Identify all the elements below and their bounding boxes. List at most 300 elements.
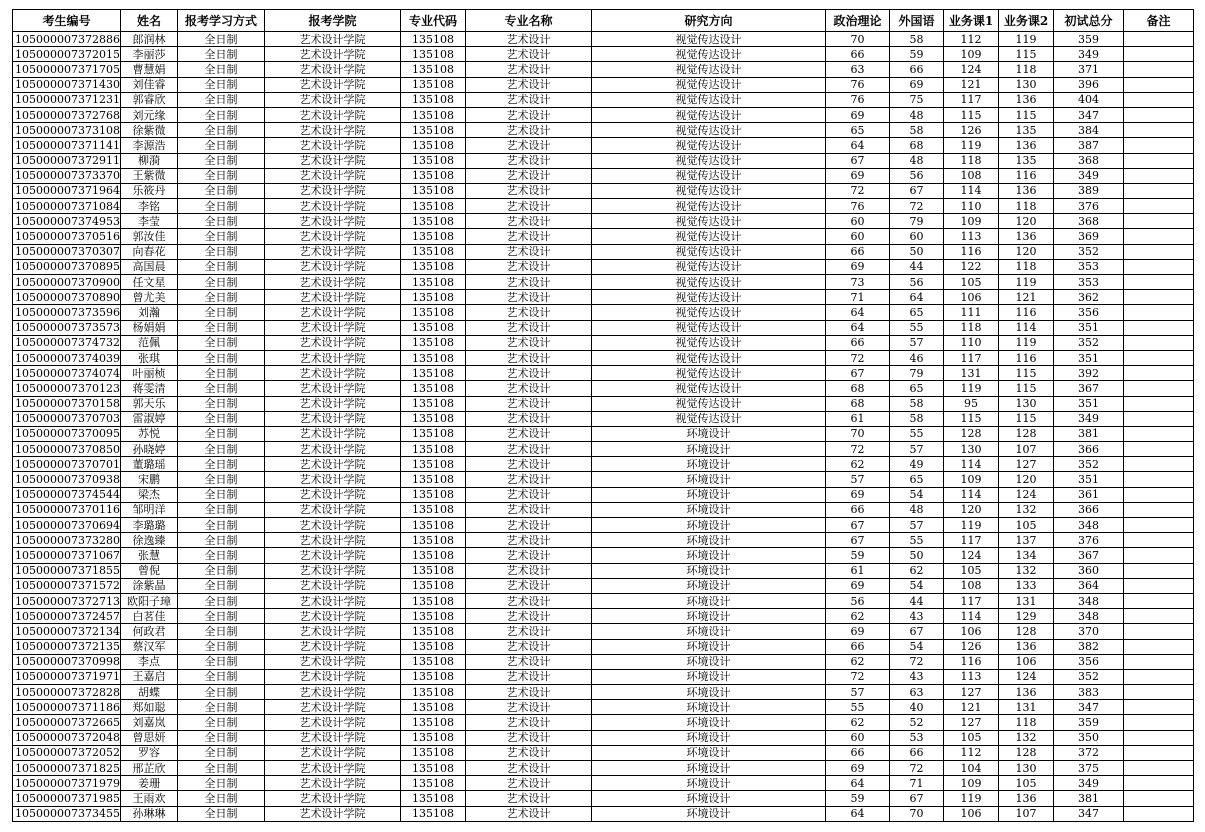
header-name: 姓名 (121, 10, 178, 32)
cell-major-name: 艺术设计 (466, 396, 592, 411)
cell-study-mode: 全日制 (178, 183, 265, 198)
cell-total-score: 349 (1054, 168, 1124, 183)
cell-name: 蒋雯清 (121, 381, 178, 396)
header-student-id: 考生编号 (13, 10, 121, 32)
cell-course-2: 115 (999, 107, 1054, 122)
cell-major-name: 艺术设计 (466, 366, 592, 381)
cell-study-mode: 全日制 (178, 305, 265, 320)
cell-major-code: 135108 (401, 199, 466, 214)
table-row (13, 168, 1194, 183)
cell-major-name: 艺术设计 (466, 305, 592, 320)
table-row (13, 624, 1194, 639)
cell-politics: 55 (826, 700, 890, 715)
cell-politics: 66 (826, 244, 890, 259)
cell-major-name: 艺术设计 (466, 715, 592, 730)
cell-course-1: 121 (944, 700, 999, 715)
cell-politics: 59 (826, 791, 890, 806)
cell-remarks (1124, 669, 1194, 684)
cell-major-code: 135108 (401, 685, 466, 700)
cell-student-id: 105000007373370 (13, 168, 121, 183)
cell-total-score: 383 (1054, 685, 1124, 700)
cell-major-code: 135108 (401, 639, 466, 654)
cell-major-code: 135108 (401, 457, 466, 472)
cell-study-mode: 全日制 (178, 761, 265, 776)
cell-name: 郭天乐 (121, 396, 178, 411)
cell-major-name: 艺术设计 (466, 472, 592, 487)
cell-course-2: 105 (999, 518, 1054, 533)
cell-total-score: 347 (1054, 107, 1124, 122)
cell-name: 徐逸臻 (121, 533, 178, 548)
cell-research-direction: 视觉传达设计 (592, 229, 826, 244)
cell-total-score: 367 (1054, 548, 1124, 563)
cell-study-mode: 全日制 (178, 214, 265, 229)
cell-remarks (1124, 77, 1194, 92)
cell-major-name: 艺术设计 (466, 32, 592, 47)
cell-research-direction: 视觉传达设计 (592, 335, 826, 350)
cell-major-name: 艺术设计 (466, 578, 592, 593)
cell-foreign-language: 43 (890, 669, 944, 684)
cell-remarks (1124, 199, 1194, 214)
cell-remarks (1124, 411, 1194, 426)
cell-research-direction: 环境设计 (592, 776, 826, 791)
cell-total-score: 352 (1054, 457, 1124, 472)
cell-total-score: 392 (1054, 366, 1124, 381)
cell-politics: 62 (826, 457, 890, 472)
cell-remarks (1124, 335, 1194, 350)
cell-course-2: 119 (999, 275, 1054, 290)
cell-total-score: 364 (1054, 578, 1124, 593)
cell-research-direction: 环境设计 (592, 806, 826, 821)
cell-course-2: 115 (999, 411, 1054, 426)
cell-college: 艺术设计学院 (265, 578, 401, 593)
cell-major-code: 135108 (401, 548, 466, 563)
cell-name: 郭睿欣 (121, 92, 178, 107)
cell-study-mode: 全日制 (178, 730, 265, 745)
cell-course-2: 136 (999, 183, 1054, 198)
cell-foreign-language: 66 (890, 745, 944, 760)
cell-major-code: 135108 (401, 92, 466, 107)
cell-major-code: 135108 (401, 259, 466, 274)
cell-major-name: 艺术设计 (466, 183, 592, 198)
cell-college: 艺术设计学院 (265, 639, 401, 654)
cell-politics: 64 (826, 138, 890, 153)
cell-remarks (1124, 107, 1194, 122)
cell-study-mode: 全日制 (178, 199, 265, 214)
cell-remarks (1124, 700, 1194, 715)
cell-research-direction: 视觉传达设计 (592, 350, 826, 365)
cell-course-2: 130 (999, 761, 1054, 776)
cell-research-direction: 视觉传达设计 (592, 32, 826, 47)
cell-student-id: 105000007371825 (13, 761, 121, 776)
score-sheet (12, 9, 1194, 822)
cell-college: 艺术设计学院 (265, 32, 401, 47)
table-row (13, 335, 1194, 350)
cell-course-1: 110 (944, 199, 999, 214)
cell-foreign-language: 63 (890, 685, 944, 700)
cell-course-2: 120 (999, 214, 1054, 229)
cell-course-1: 106 (944, 624, 999, 639)
cell-major-name: 艺术设计 (466, 791, 592, 806)
cell-research-direction: 环境设计 (592, 700, 826, 715)
table-row (13, 457, 1194, 472)
cell-major-code: 135108 (401, 305, 466, 320)
cell-major-name: 艺术设计 (466, 457, 592, 472)
cell-remarks (1124, 123, 1194, 138)
cell-politics: 72 (826, 183, 890, 198)
cell-course-2: 124 (999, 669, 1054, 684)
table-row (13, 745, 1194, 760)
cell-major-name: 艺术设计 (466, 138, 592, 153)
cell-foreign-language: 50 (890, 244, 944, 259)
cell-course-2: 128 (999, 426, 1054, 441)
cell-foreign-language: 44 (890, 259, 944, 274)
cell-study-mode: 全日制 (178, 776, 265, 791)
cell-study-mode: 全日制 (178, 806, 265, 821)
cell-research-direction: 环境设计 (592, 745, 826, 760)
cell-name: 蔡汉军 (121, 639, 178, 654)
cell-study-mode: 全日制 (178, 290, 265, 305)
header-major-name: 专业名称 (466, 10, 592, 32)
cell-name: 梁杰 (121, 487, 178, 502)
cell-course-1: 119 (944, 791, 999, 806)
cell-course-2: 130 (999, 396, 1054, 411)
cell-remarks (1124, 563, 1194, 578)
cell-name: 邢芷欣 (121, 761, 178, 776)
cell-student-id: 105000007370703 (13, 411, 121, 426)
cell-college: 艺术设计学院 (265, 244, 401, 259)
cell-politics: 64 (826, 305, 890, 320)
cell-research-direction: 视觉传达设计 (592, 275, 826, 290)
cell-research-direction: 环境设计 (592, 426, 826, 441)
cell-politics: 67 (826, 518, 890, 533)
cell-student-id: 105000007372135 (13, 639, 121, 654)
cell-major-name: 艺术设计 (466, 62, 592, 77)
cell-foreign-language: 58 (890, 32, 944, 47)
cell-student-id: 105000007374544 (13, 487, 121, 502)
cell-foreign-language: 72 (890, 199, 944, 214)
table-row (13, 487, 1194, 502)
cell-remarks (1124, 654, 1194, 669)
cell-name: 郭汝佳 (121, 229, 178, 244)
cell-research-direction: 环境设计 (592, 761, 826, 776)
cell-student-id: 105000007370694 (13, 518, 121, 533)
table-row (13, 92, 1194, 107)
cell-student-id: 105000007373108 (13, 123, 121, 138)
cell-college: 艺术设计学院 (265, 92, 401, 107)
cell-study-mode: 全日制 (178, 639, 265, 654)
cell-course-2: 128 (999, 745, 1054, 760)
cell-politics: 59 (826, 548, 890, 563)
cell-course-1: 128 (944, 426, 999, 441)
cell-foreign-language: 58 (890, 123, 944, 138)
cell-remarks (1124, 776, 1194, 791)
cell-research-direction: 环境设计 (592, 563, 826, 578)
cell-major-code: 135108 (401, 244, 466, 259)
cell-student-id: 105000007371964 (13, 183, 121, 198)
cell-politics: 66 (826, 745, 890, 760)
header-course-2: 业务课2 (999, 10, 1054, 32)
cell-research-direction: 视觉传达设计 (592, 62, 826, 77)
cell-college: 艺术设计学院 (265, 609, 401, 624)
cell-study-mode: 全日制 (178, 518, 265, 533)
cell-research-direction: 环境设计 (592, 502, 826, 517)
cell-course-1: 114 (944, 487, 999, 502)
cell-college: 艺术设计学院 (265, 776, 401, 791)
header-course-1: 业务课1 (944, 10, 999, 32)
cell-total-score: 387 (1054, 138, 1124, 153)
cell-major-code: 135108 (401, 472, 466, 487)
cell-name: 胡蝶 (121, 685, 178, 700)
cell-total-score: 351 (1054, 396, 1124, 411)
table-row (13, 199, 1194, 214)
cell-course-2: 135 (999, 123, 1054, 138)
cell-course-2: 130 (999, 77, 1054, 92)
table-row (13, 563, 1194, 578)
cell-research-direction: 视觉传达设计 (592, 381, 826, 396)
cell-major-name: 艺术设计 (466, 199, 592, 214)
cell-research-direction: 环境设计 (592, 442, 826, 457)
cell-course-2: 118 (999, 199, 1054, 214)
cell-foreign-language: 65 (890, 381, 944, 396)
cell-student-id: 105000007373280 (13, 533, 121, 548)
cell-politics: 62 (826, 715, 890, 730)
cell-course-2: 132 (999, 502, 1054, 517)
cell-major-name: 艺术设计 (466, 563, 592, 578)
cell-college: 艺术设计学院 (265, 563, 401, 578)
cell-college: 艺术设计学院 (265, 685, 401, 700)
cell-remarks (1124, 183, 1194, 198)
cell-major-name: 艺术设计 (466, 639, 592, 654)
cell-research-direction: 视觉传达设计 (592, 77, 826, 92)
cell-total-score: 351 (1054, 320, 1124, 335)
table-row (13, 396, 1194, 411)
table-row (13, 700, 1194, 715)
cell-student-id: 105000007372886 (13, 32, 121, 47)
cell-politics: 76 (826, 77, 890, 92)
cell-major-name: 艺术设计 (466, 229, 592, 244)
cell-research-direction: 环境设计 (592, 669, 826, 684)
table-row (13, 32, 1194, 47)
cell-remarks (1124, 624, 1194, 639)
cell-course-1: 127 (944, 685, 999, 700)
cell-major-name: 艺术设计 (466, 320, 592, 335)
cell-major-name: 艺术设计 (466, 806, 592, 821)
table-row (13, 366, 1194, 381)
cell-study-mode: 全日制 (178, 320, 265, 335)
cell-remarks (1124, 396, 1194, 411)
cell-course-2: 135 (999, 153, 1054, 168)
header-foreign-language: 外国语 (890, 10, 944, 32)
cell-student-id: 105000007371971 (13, 669, 121, 684)
cell-student-id: 105000007372713 (13, 593, 121, 608)
table-body (13, 32, 1194, 822)
cell-course-1: 105 (944, 275, 999, 290)
cell-name: 杨娟娟 (121, 320, 178, 335)
cell-remarks (1124, 639, 1194, 654)
cell-student-id: 105000007371979 (13, 776, 121, 791)
cell-politics: 64 (826, 320, 890, 335)
cell-student-id: 105000007372457 (13, 609, 121, 624)
cell-college: 艺术设计学院 (265, 381, 401, 396)
cell-study-mode: 全日制 (178, 275, 265, 290)
cell-course-1: 116 (944, 244, 999, 259)
cell-study-mode: 全日制 (178, 47, 265, 62)
cell-total-score: 382 (1054, 639, 1124, 654)
table-row (13, 806, 1194, 821)
cell-course-2: 136 (999, 138, 1054, 153)
cell-remarks (1124, 761, 1194, 776)
cell-name: 刘佳睿 (121, 77, 178, 92)
cell-politics: 66 (826, 502, 890, 517)
cell-foreign-language: 49 (890, 457, 944, 472)
cell-major-code: 135108 (401, 381, 466, 396)
cell-course-1: 117 (944, 533, 999, 548)
cell-major-name: 艺术设计 (466, 381, 592, 396)
cell-research-direction: 环境设计 (592, 791, 826, 806)
header-college: 报考学院 (265, 10, 401, 32)
cell-course-1: 118 (944, 320, 999, 335)
cell-course-1: 126 (944, 123, 999, 138)
cell-major-code: 135108 (401, 563, 466, 578)
cell-total-score: 351 (1054, 472, 1124, 487)
cell-major-name: 艺术设计 (466, 624, 592, 639)
cell-name: 刘元缘 (121, 107, 178, 122)
table-row (13, 275, 1194, 290)
cell-study-mode: 全日制 (178, 396, 265, 411)
cell-student-id: 105000007370900 (13, 275, 121, 290)
cell-research-direction: 环境设计 (592, 639, 826, 654)
cell-major-code: 135108 (401, 290, 466, 305)
cell-study-mode: 全日制 (178, 92, 265, 107)
cell-college: 艺术设计学院 (265, 275, 401, 290)
cell-foreign-language: 48 (890, 153, 944, 168)
cell-total-score: 361 (1054, 487, 1124, 502)
cell-college: 艺术设计学院 (265, 335, 401, 350)
cell-major-code: 135108 (401, 593, 466, 608)
cell-remarks (1124, 32, 1194, 47)
cell-college: 艺术设计学院 (265, 153, 401, 168)
cell-research-direction: 视觉传达设计 (592, 199, 826, 214)
cell-student-id: 105000007374074 (13, 366, 121, 381)
cell-foreign-language: 75 (890, 92, 944, 107)
cell-total-score: 376 (1054, 533, 1124, 548)
cell-major-code: 135108 (401, 609, 466, 624)
cell-politics: 69 (826, 487, 890, 502)
cell-major-name: 艺术设计 (466, 776, 592, 791)
cell-college: 艺术设计学院 (265, 669, 401, 684)
cell-major-name: 艺术设计 (466, 123, 592, 138)
cell-name: 白茗佳 (121, 609, 178, 624)
table-row (13, 244, 1194, 259)
cell-research-direction: 环境设计 (592, 654, 826, 669)
cell-foreign-language: 54 (890, 578, 944, 593)
cell-college: 艺术设计学院 (265, 472, 401, 487)
cell-student-id: 105000007372048 (13, 730, 121, 745)
cell-total-score: 372 (1054, 745, 1124, 760)
cell-name: 刘瀚 (121, 305, 178, 320)
cell-student-id: 105000007372828 (13, 685, 121, 700)
score-table (12, 9, 1194, 822)
cell-research-direction: 环境设计 (592, 548, 826, 563)
cell-study-mode: 全日制 (178, 77, 265, 92)
cell-major-name: 艺术设计 (466, 275, 592, 290)
cell-foreign-language: 72 (890, 761, 944, 776)
cell-student-id: 105000007372768 (13, 107, 121, 122)
cell-total-score: 404 (1054, 92, 1124, 107)
cell-foreign-language: 56 (890, 275, 944, 290)
cell-student-id: 105000007370158 (13, 396, 121, 411)
cell-college: 艺术设计学院 (265, 77, 401, 92)
table-row (13, 305, 1194, 320)
cell-college: 艺术设计学院 (265, 502, 401, 517)
cell-course-1: 117 (944, 92, 999, 107)
cell-foreign-language: 48 (890, 502, 944, 517)
cell-major-code: 135108 (401, 578, 466, 593)
cell-course-2: 128 (999, 624, 1054, 639)
cell-research-direction: 视觉传达设计 (592, 259, 826, 274)
cell-name: 曹慧娟 (121, 62, 178, 77)
cell-remarks (1124, 487, 1194, 502)
cell-foreign-language: 44 (890, 593, 944, 608)
cell-course-1: 117 (944, 350, 999, 365)
cell-college: 艺术设计学院 (265, 366, 401, 381)
cell-course-1: 106 (944, 290, 999, 305)
cell-study-mode: 全日制 (178, 244, 265, 259)
cell-remarks (1124, 791, 1194, 806)
cell-major-name: 艺术设计 (466, 107, 592, 122)
cell-foreign-language: 69 (890, 77, 944, 92)
cell-major-code: 135108 (401, 624, 466, 639)
cell-foreign-language: 67 (890, 183, 944, 198)
cell-college: 艺术设计学院 (265, 654, 401, 669)
cell-major-name: 艺术设计 (466, 533, 592, 548)
cell-total-score: 348 (1054, 609, 1124, 624)
cell-major-name: 艺术设计 (466, 92, 592, 107)
cell-course-2: 116 (999, 350, 1054, 365)
cell-research-direction: 环境设计 (592, 730, 826, 745)
cell-college: 艺术设计学院 (265, 487, 401, 502)
cell-major-code: 135108 (401, 153, 466, 168)
cell-course-2: 116 (999, 305, 1054, 320)
cell-study-mode: 全日制 (178, 123, 265, 138)
cell-major-name: 艺术设计 (466, 548, 592, 563)
cell-college: 艺术设计学院 (265, 761, 401, 776)
cell-course-2: 115 (999, 381, 1054, 396)
cell-foreign-language: 79 (890, 366, 944, 381)
cell-remarks (1124, 426, 1194, 441)
cell-course-2: 115 (999, 47, 1054, 62)
cell-course-1: 121 (944, 77, 999, 92)
cell-college: 艺术设计学院 (265, 320, 401, 335)
cell-student-id: 105000007372015 (13, 47, 121, 62)
cell-name: 李点 (121, 654, 178, 669)
cell-major-code: 135108 (401, 806, 466, 821)
cell-politics: 69 (826, 107, 890, 122)
cell-remarks (1124, 609, 1194, 624)
cell-student-id: 105000007370998 (13, 654, 121, 669)
cell-politics: 64 (826, 776, 890, 791)
cell-major-name: 艺术设计 (466, 502, 592, 517)
cell-major-code: 135108 (401, 654, 466, 669)
cell-foreign-language: 66 (890, 62, 944, 77)
cell-total-score: 356 (1054, 654, 1124, 669)
cell-study-mode: 全日制 (178, 548, 265, 563)
cell-total-score: 375 (1054, 761, 1124, 776)
table-row (13, 320, 1194, 335)
cell-student-id: 105000007373573 (13, 320, 121, 335)
cell-college: 艺术设计学院 (265, 548, 401, 563)
cell-major-name: 艺术设计 (466, 730, 592, 745)
